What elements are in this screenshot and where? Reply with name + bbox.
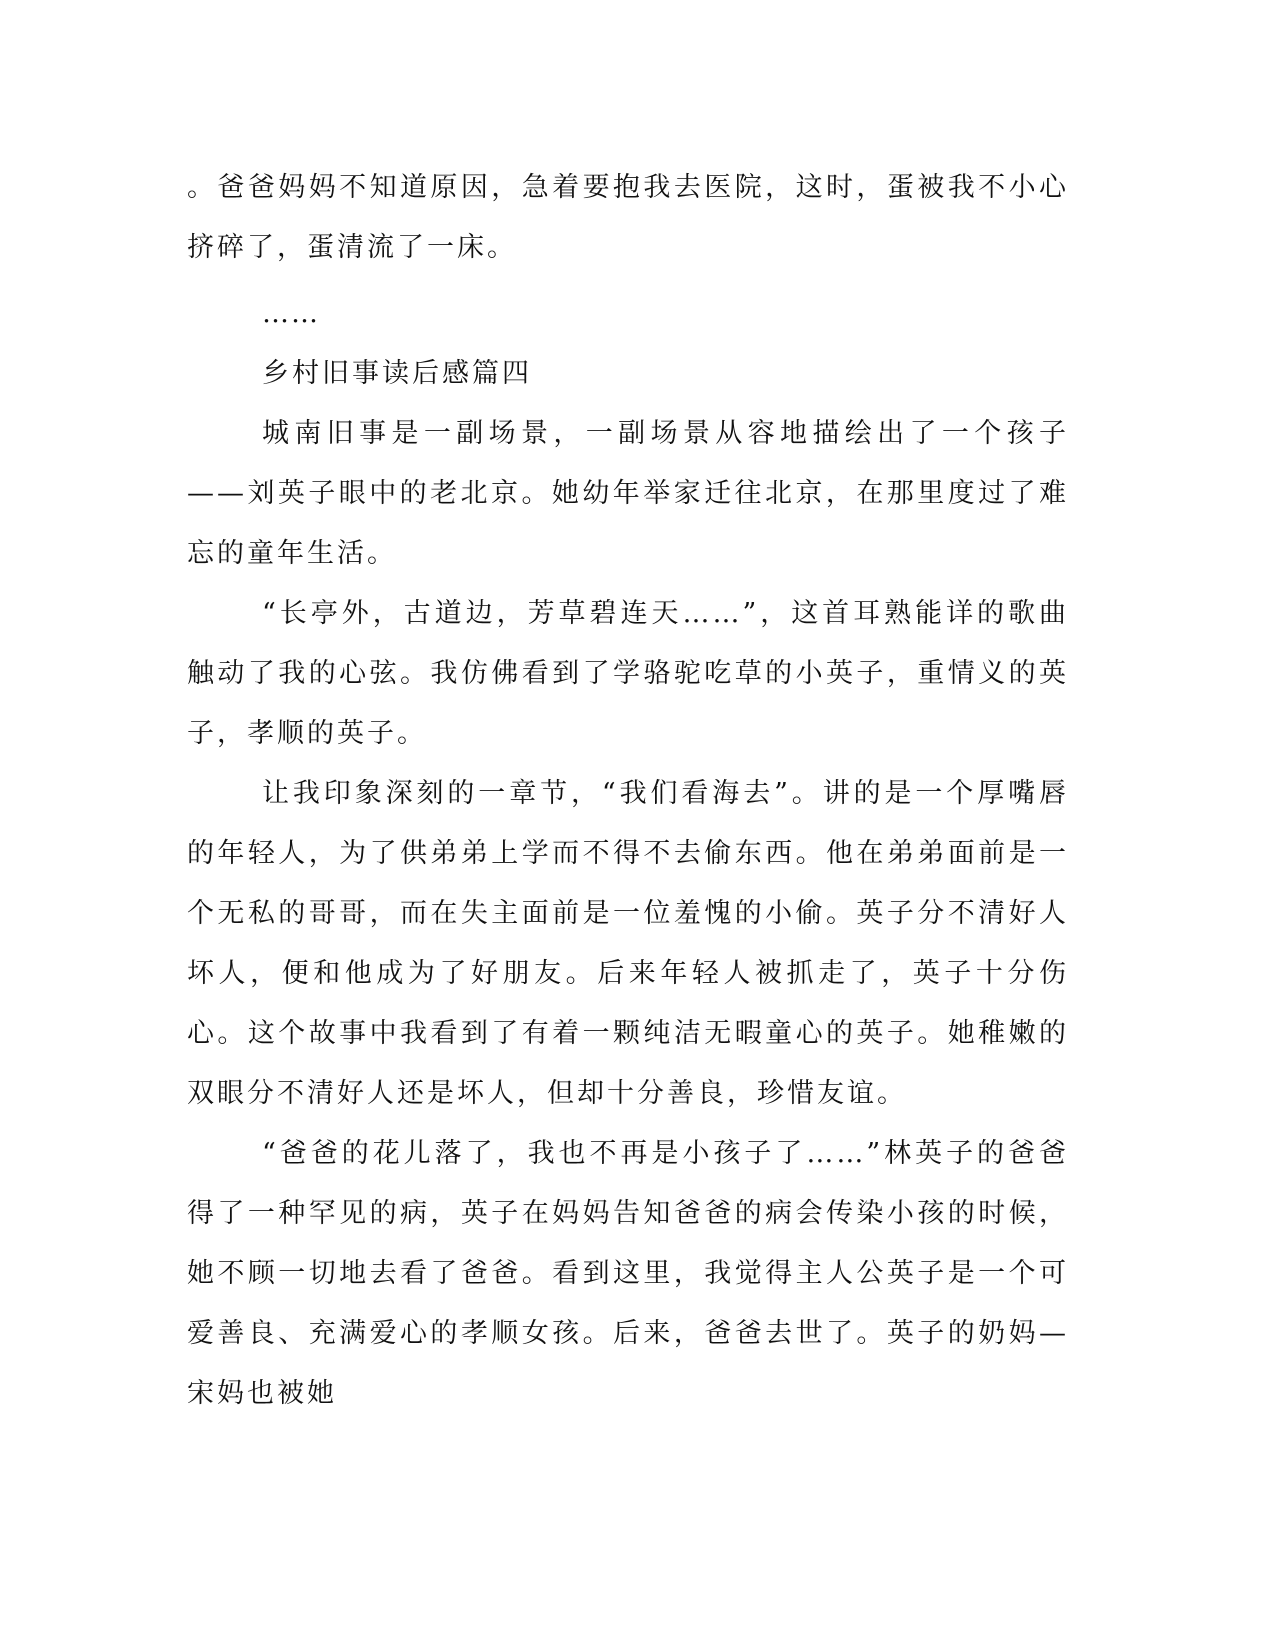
section-heading: 乡村旧事读后感篇四 xyxy=(262,358,532,389)
document-body xyxy=(187,158,1069,1424)
paragraph-ellipsis: …… xyxy=(262,298,320,329)
paragraph-song: “长亭外，古道边，芳草碧连天……”，这首耳熟能详的歌曲触动了我的心弦。我仿佛看到了学骆驼吃草的小英子，重情义的英子，孝顺的英子。 xyxy=(187,598,1069,749)
paragraph-sea-chapter: 让我印象深刻的一章节，“我们看海去”。讲的是一个厚嘴唇的年轻人，为了供弟弟上学而不得不去偷东西。他在弟弟面前是一个无私的哥哥，而在失主面前是一位羞愧的小偷。英子分不清好人坏人，便和他成为了好朋友。后来年轻人被抓走了，英子十分伤心。这个故事中我看到了有着一颗纯洁无暇童心的英子。她稚嫩的双眼分不清好人还是坏人，但却十分善良，珍惜友谊。 xyxy=(187,778,1069,1109)
paragraph-continuation: 。爸爸妈妈不知道原因，急着要抱我去医院，这时，蛋被我不小心挤碎了，蛋清流了一床。 xyxy=(187,172,1069,263)
paragraph-father-flowers: “爸爸的花儿落了，我也不再是小孩子了……”林英子的爸爸得了一种罕见的病，英子在妈妈告知爸爸的病会传染小孩的时候，她不顾一切地去看了爸爸。看到这里，我觉得主人公英子是一个可爱善良、充满爱心的孝顺女孩。后来，爸爸去世了。英子的奶妈—宋妈也被她 xyxy=(187,1138,1069,1409)
paragraph-intro: 城南旧事是一副场景，一副场景从容地描绘出了一个孩子——刘英子眼中的老北京。她幼年举家迁往北京，在那里度过了难忘的童年生活。 xyxy=(187,418,1069,569)
